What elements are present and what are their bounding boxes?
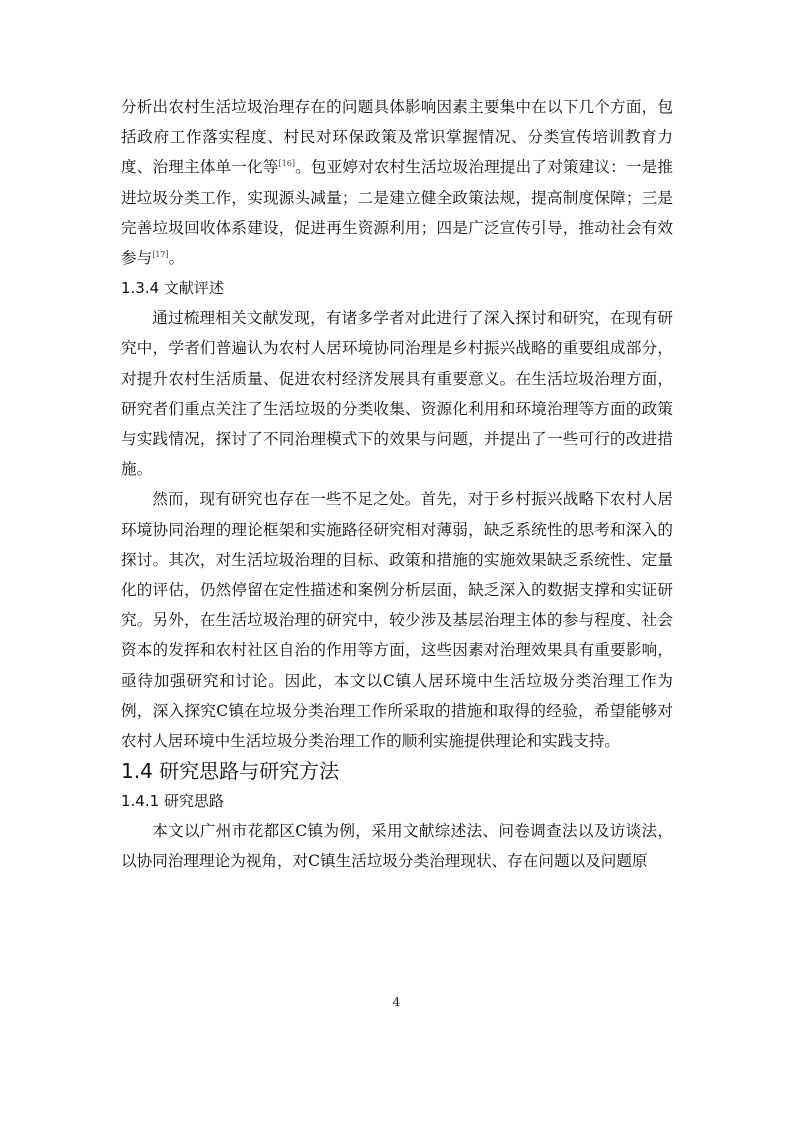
paragraph: 然而，现有研究也存在一些不足之处。首先，对于乡村振兴战略下农村人居环境协同治理的理论框架和实施路径研究相对薄弱，缺乏系统性的思考和深入的探讨。其次，对生活垃圾治理的目标、政策和措施的实施效果缺乏系统性、定量化的评估，仍然停留在定性描述和案例分析层面，缺乏深入的数据支撑和实证研究。另外，在生活垃圾治理的研究中，较少涉及基层治理主体的参与程度、社会资本的发挥和农村社区自治的作用等方面，这些因素对治理效果具有重要影响，亟待加强研究和讨论。因此，本文以C镇人居环境中生活垃圾分类治理工作为例，深入探究C镇在垃圾分类治理工作所采取的措施和取得的经验，希望能够对农村人居环境中生活垃圾分类治理工作的顺利实施提供理论和实践支持。 [121, 490, 673, 751]
paragraph: 通过梳理相关文献发现，有诸多学者对此进行了深入探讨和研究，在现有研究中，学者们普遍认为农村人居环境协同治理是乡村振兴战略的重要组成部分，对提升农村生活质量、促进农村经济发展具有重要意义。在生活垃圾治理方面，研究者们重点关注了生活垃圾的分类收集、资源化利用和环境治理等方面的政策与实践情况，探讨了不同治理模式下的效果与问题，并提出了一些可行的改进措施。 [121, 309, 673, 479]
paragraph-continued [121, 92, 673, 273]
paragraph: 本文以广州市花都区C镇为例，采用文献综述法、问卷调查法以及访谈法，以协同治理理论为视角，对C镇生活垃圾分类治理现状、存在问题以及问题原 [121, 822, 673, 871]
page-number: 4 [392, 995, 401, 1009]
paragraph-text: 。包亚婷对农村生活垃圾治理提出了对策建议：一是推进垃圾分类工作，实现源头减量；二是建立健全政策法规，提高制度保障；三是完善垃圾回收体系建设，促进再生资源利用；四是广泛宣传引导，推动社会有效参与 [121, 158, 673, 268]
section-heading-1-4: 1.4 研究思路与研究方法 [121, 759, 340, 784]
page-content [121, 92, 673, 877]
section-heading-1-3-4: 1.3.4 文献评述 [121, 279, 224, 298]
paragraph-text: 分析出农村生活垃圾治理存在的问题具体影响因素主要集中在以下几个方面，包括政府工作落实程度、村民对环保政策及常识掌握情况、分类宣传培训教育力度、治理主体单一化等 [121, 98, 673, 177]
section-heading-1-4-1: 1.4.1 研究思路 [121, 792, 224, 811]
paragraph-text: 。 [168, 249, 185, 268]
citation-ref: [17] [152, 249, 169, 259]
citation-ref: [16] [278, 159, 295, 169]
